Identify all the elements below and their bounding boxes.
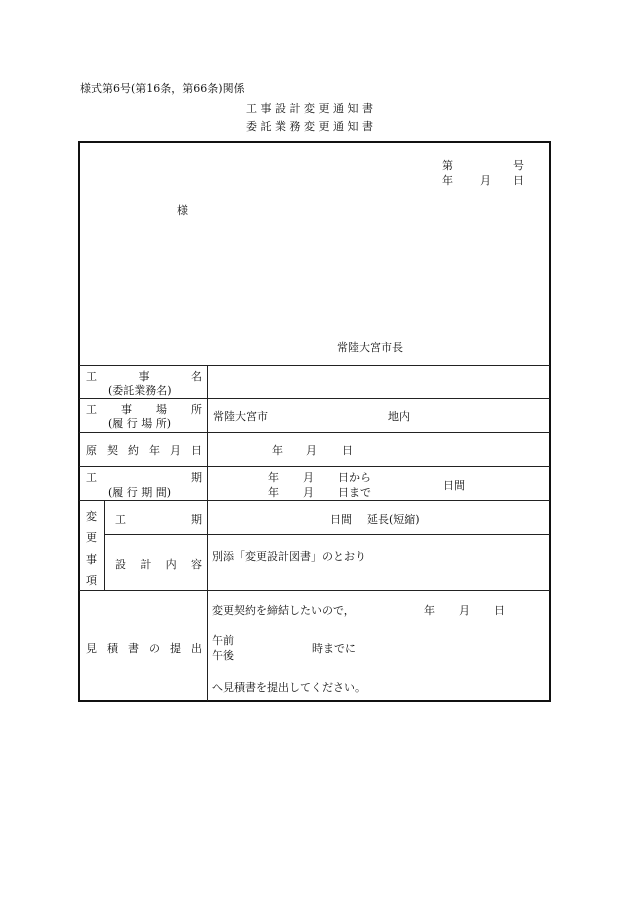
label-original-contract-date: 原 契 約 年 月 日 <box>86 444 202 457</box>
label-koji-mei: 工 事 名 <box>86 370 202 383</box>
quote-pm: 午後 <box>212 649 234 662</box>
number-dai: 第 <box>442 159 453 172</box>
number-go: 号 <box>513 159 524 172</box>
design-content-value: 別添「変更設計図書」のとおり <box>212 550 366 563</box>
extension-or-shortening: 延長(短縮) <box>367 513 420 526</box>
date-year: 年 <box>442 174 453 187</box>
issuer-mayor: 常陸大宮市長 <box>337 341 403 354</box>
addressee-sama: 様 <box>177 204 188 217</box>
title-commission-change-notice: 委 託 業 務 変 更 通 知 書 <box>246 120 373 133</box>
group-char-hen: 変 <box>86 510 97 523</box>
label-mitsumori-teishutsu: 見 積 書 の 提 出 <box>86 642 202 655</box>
quote-year: 年 <box>424 604 435 617</box>
date-month: 月 <box>480 174 491 187</box>
value-chinai: 地内 <box>388 410 410 423</box>
row-divider <box>79 590 550 591</box>
group-char-ko: 更 <box>86 531 97 544</box>
row-divider <box>79 398 550 399</box>
row-divider <box>79 365 550 366</box>
group-char-ji: 事 <box>86 553 97 566</box>
row-divider <box>79 432 550 433</box>
sublabel-riko-kikan: (履 行 期 間) <box>108 486 172 499</box>
row-divider <box>79 466 550 467</box>
row-divider <box>79 500 550 501</box>
period-from-year: 年 <box>268 471 279 484</box>
quote-am: 午前 <box>212 634 234 647</box>
column-divider <box>207 365 208 701</box>
value-city: 常陸大宮市 <box>213 410 268 423</box>
quote-day: 日 <box>494 604 505 617</box>
contract-month: 月 <box>306 444 317 457</box>
quote-request-text: 変更契約を締結したいので， <box>212 604 355 617</box>
column-divider <box>104 500 105 590</box>
quote-until: 時までに <box>312 642 356 655</box>
label-koji-basho: 工 事 場 所 <box>86 403 202 416</box>
period-from-day: 日から <box>338 471 371 484</box>
extension-days: 日間 <box>330 513 352 526</box>
label-koki: 工 期 <box>86 471 202 484</box>
period-days: 日間 <box>443 479 465 492</box>
contract-year: 年 <box>272 444 283 457</box>
label-sekkei-naiyo: 設 計 内 容 <box>115 558 202 571</box>
contract-day: 日 <box>342 444 353 457</box>
quote-submit-instruction: へ見積書を提出してください。 <box>212 681 366 694</box>
quote-month: 月 <box>459 604 470 617</box>
period-from-month: 月 <box>303 471 314 484</box>
label-henko-koki: 工 期 <box>115 513 202 526</box>
title-construction-change-notice: 工 事 設 計 変 更 通 知 書 <box>246 102 373 115</box>
period-to-day: 日まで <box>338 486 371 499</box>
period-to-month: 月 <box>303 486 314 499</box>
period-to-year: 年 <box>268 486 279 499</box>
date-day: 日 <box>513 174 524 187</box>
group-char-kou: 項 <box>86 574 97 587</box>
sublabel-riko-basho: (履 行 場 所) <box>108 417 172 430</box>
sublabel-itaku-gyomu-mei: (委託業務名) <box>108 384 172 397</box>
form-reference: 様式第6号(第16条，第66条)関係 <box>80 82 245 95</box>
row-divider <box>104 534 550 535</box>
